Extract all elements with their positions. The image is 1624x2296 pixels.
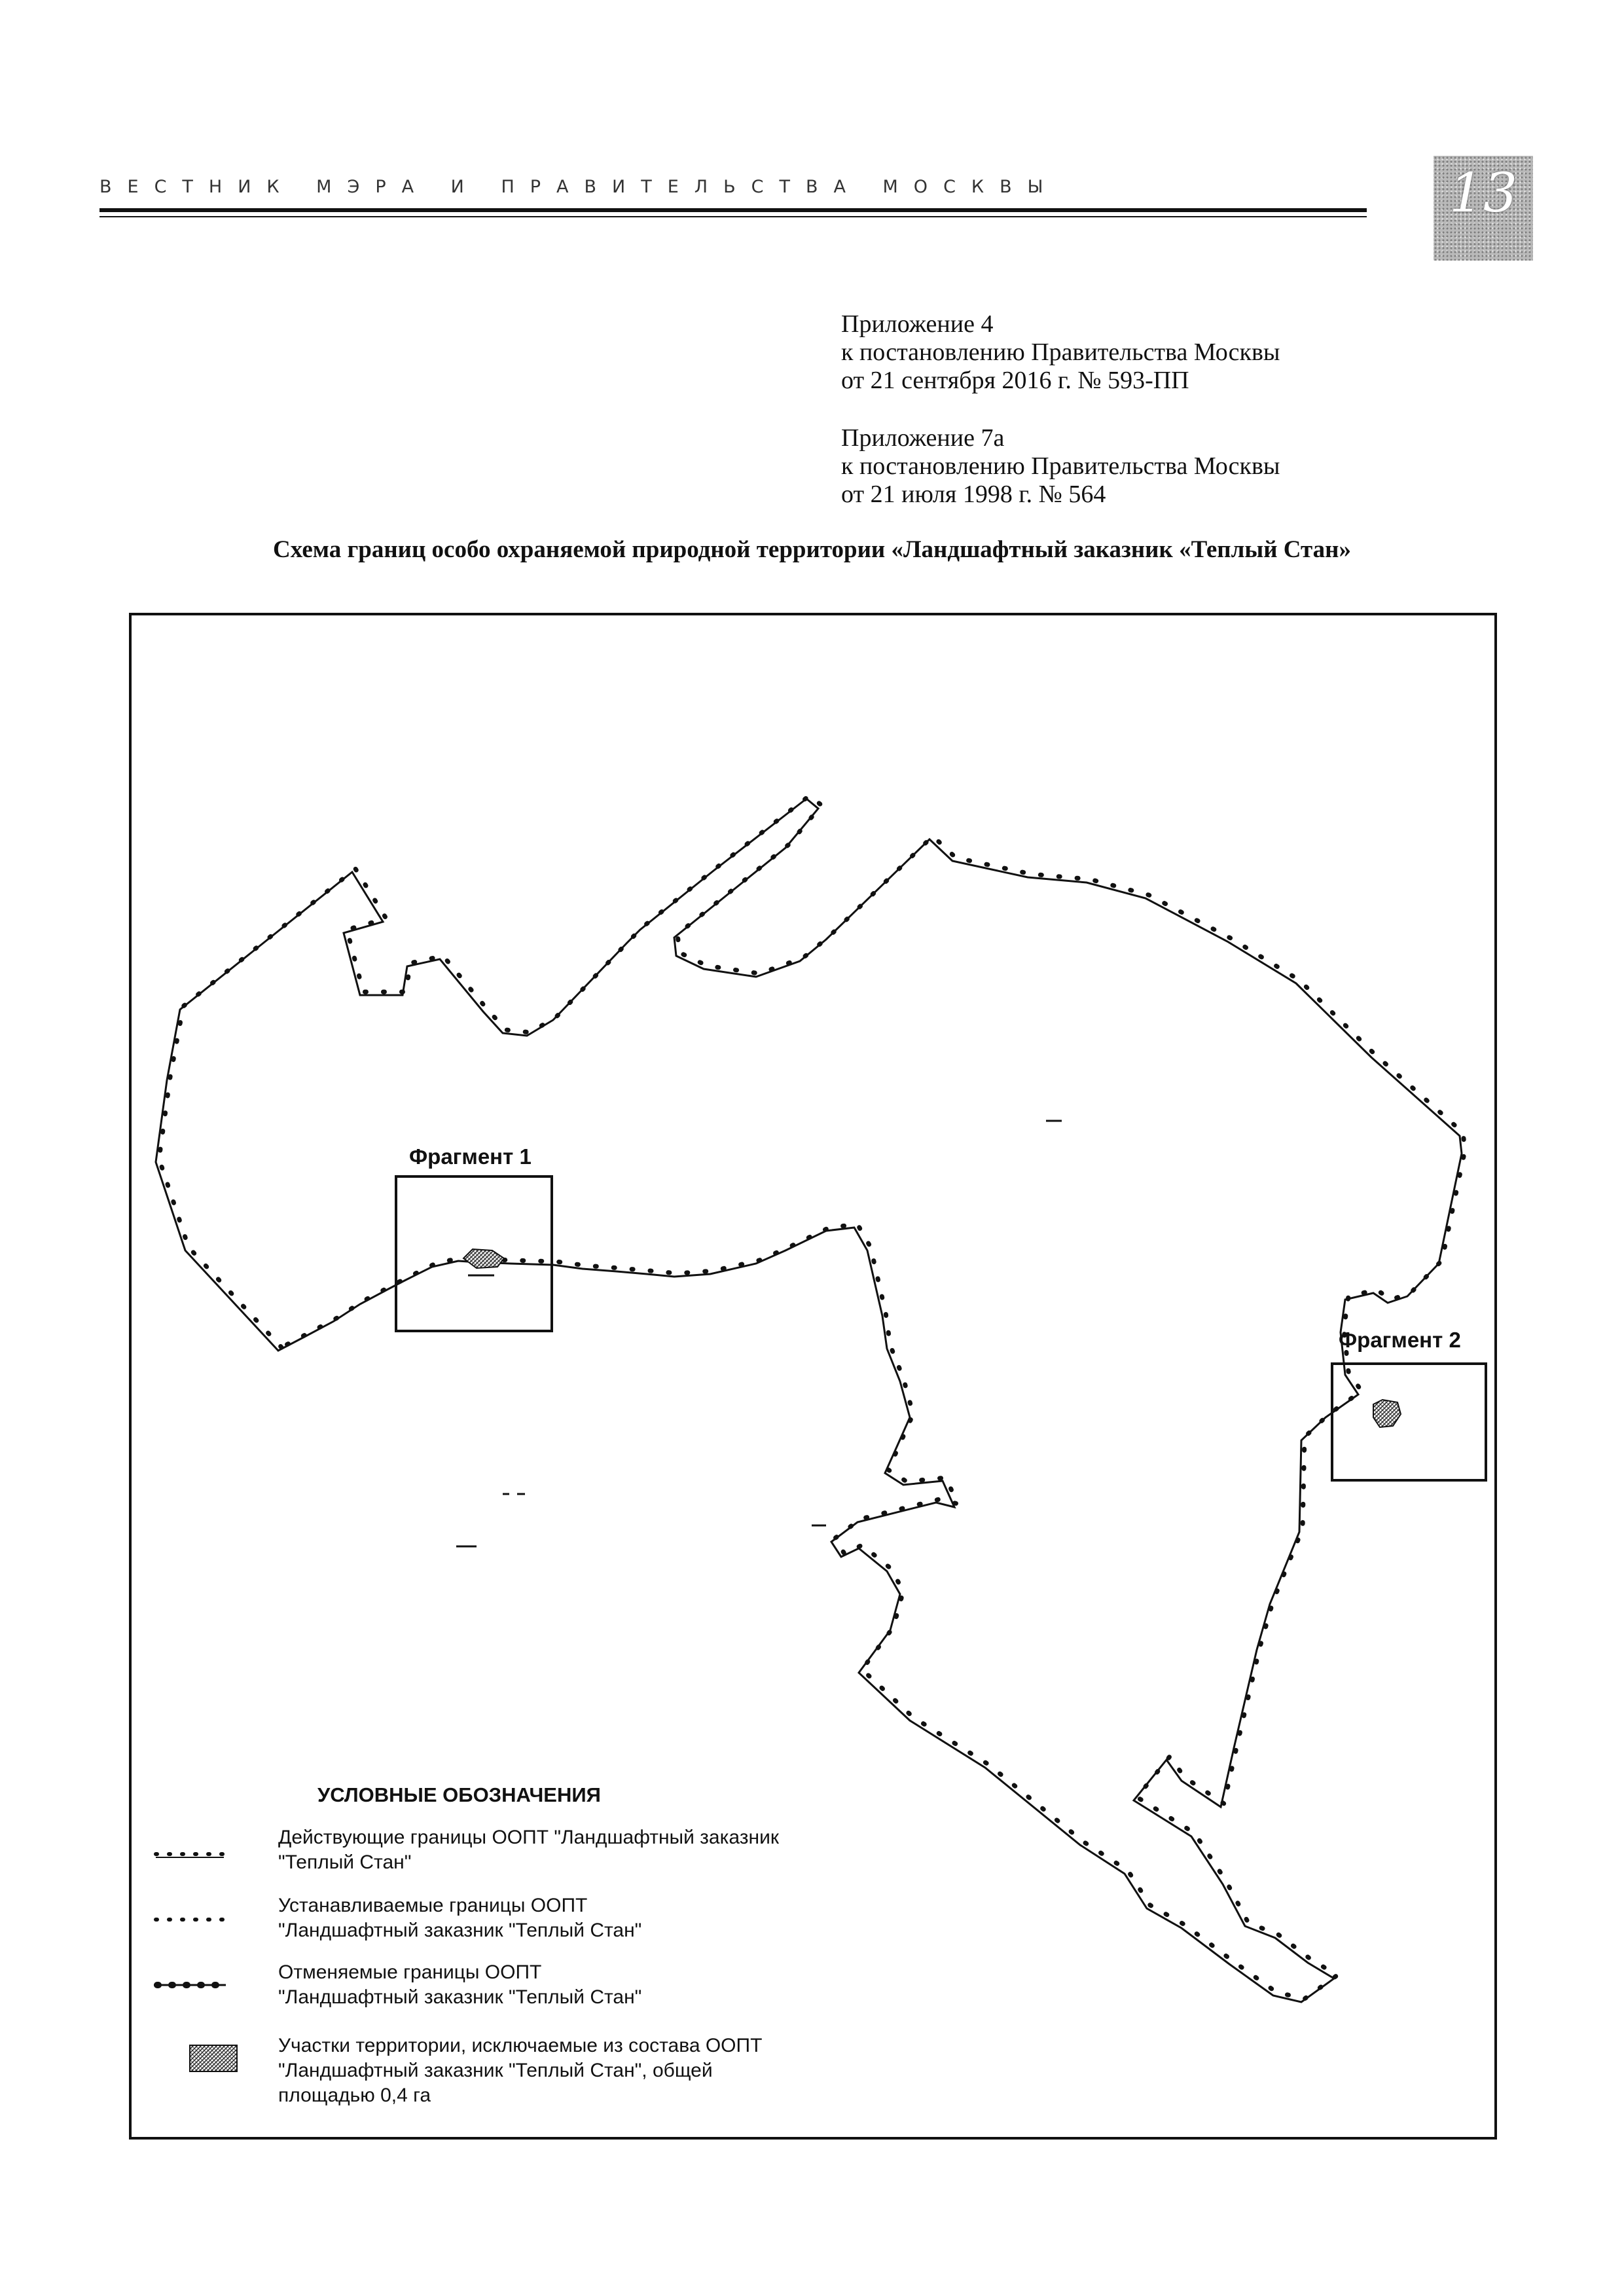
legend-item-line: "Ландшафтный заказник "Теплый Стан" xyxy=(278,1986,642,2008)
legend-item-line: Участки территории, исключаемые из состава ООПТ xyxy=(278,2035,763,2056)
appendix-4-line3: от 21 сентября 2016 г. № 593-ПП xyxy=(841,367,1189,394)
fragment-2-frame xyxy=(1332,1364,1486,1480)
legend-item-existing-boundary xyxy=(278,1825,779,1875)
legend-item-line: "Теплый Стан" xyxy=(278,1851,412,1873)
legend-title: УСЛОВНЫЕ ОБОЗНАЧЕНИЯ xyxy=(317,1783,601,1806)
legend-item-line: площадью 0,4 га xyxy=(278,2085,431,2106)
page-number: 13 xyxy=(1449,162,1518,225)
legend-item-cancelled-boundary xyxy=(278,1960,641,2010)
legend-item-line: "Ландшафтный заказник "Теплый Стан" xyxy=(278,1920,642,1941)
map-title: Схема границ особо охраняемой природной территории «Ландшафтный заказник «Теплый Стан» xyxy=(273,536,1351,563)
fragment-2-label: Фрагмент 2 xyxy=(1339,1328,1461,1352)
running-head: ВЕСТНИК МЭРА И ПРАВИТЕЛЬСТВА МОСКВЫ xyxy=(99,177,1059,197)
legend-item-line: "Ландшафтный заказник "Теплый Стан", общей xyxy=(278,2060,713,2081)
legend-item-line: Отменяемые границы ООПТ xyxy=(278,1961,542,1983)
appendix-7a-line3: от 21 июля 1998 г. № 564 xyxy=(841,481,1106,508)
legend-item-line: Действующие границы ООПТ "Ландшафтный заказник xyxy=(278,1827,779,1848)
fragment-2-excluded-area xyxy=(1373,1400,1401,1427)
legend-item-established-boundary xyxy=(278,1893,641,1943)
appendix-4-line2: к постановлению Правительства Москвы xyxy=(841,338,1280,366)
legend-item-line: Устанавливаемые границы ООПТ xyxy=(278,1895,588,1916)
legend-item-excluded-area xyxy=(278,2033,762,2108)
fragment-1-label: Фрагмент 1 xyxy=(409,1144,532,1169)
appendix-4-line1: Приложение 4 xyxy=(841,310,994,338)
appendix-7a-line1: Приложение 7а xyxy=(841,424,1005,452)
legend-symbol-existing-boundary xyxy=(156,1854,224,1857)
fragment-1-excluded-area xyxy=(463,1249,504,1268)
appendix-7a-line2: к постановлению Правительства Москвы xyxy=(841,452,1280,480)
reserve-boundary-line xyxy=(156,799,1462,2002)
legend-symbol-excluded-area xyxy=(190,2045,237,2071)
